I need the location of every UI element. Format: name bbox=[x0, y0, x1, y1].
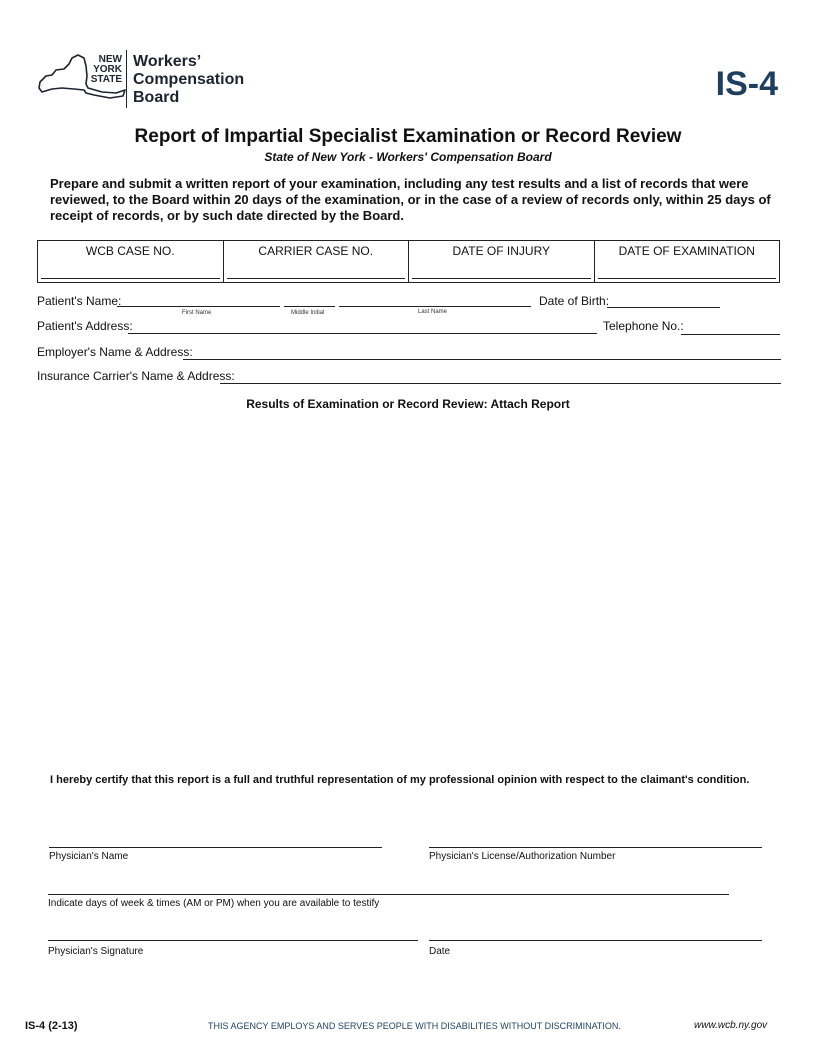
telephone-label: Telephone No.: bbox=[603, 319, 684, 333]
page-subtitle: State of New York - Workers' Compensation Board bbox=[264, 150, 552, 164]
license-number-input[interactable] bbox=[429, 847, 762, 848]
footer-notice: THIS AGENCY EMPLOYS AND SERVES PEOPLE WITH DISABILITIES WITHOUT DISCRIMINATION. bbox=[208, 1021, 621, 1031]
date-of-exam-input[interactable] bbox=[598, 278, 777, 279]
patient-name-label: Patient's Name: bbox=[37, 294, 122, 308]
date-input[interactable] bbox=[429, 940, 762, 941]
employer-input[interactable] bbox=[183, 359, 781, 360]
telephone-input[interactable] bbox=[681, 334, 780, 335]
last-name-input[interactable] bbox=[339, 306, 531, 307]
carrier-label: Insurance Carrier's Name & Address: bbox=[37, 369, 235, 383]
middle-initial-input[interactable] bbox=[284, 306, 335, 307]
logo-agency-line: Compensation bbox=[133, 71, 245, 88]
instructions-text: Prepare and submit a written report of your examination, including any test results and a list of records that were reviewed, to the Board within 20 days of the examination, or in the case of a review of records only, within 25 days of receipt of records, or by such date directed by the Board. bbox=[50, 176, 771, 223]
first-name-input[interactable] bbox=[117, 306, 280, 307]
certification-text: I hereby certify that this report is a full and truthful representation of my professional opinion with respect to the claimant's condition. bbox=[50, 774, 750, 786]
logo-state-text bbox=[86, 55, 122, 85]
report-area[interactable] bbox=[37, 420, 780, 760]
form-revision: IS-4 (2-13) bbox=[25, 1020, 78, 1032]
date-of-birth-label: Date of Birth: bbox=[539, 294, 610, 308]
last-name-caption: Last Name bbox=[418, 309, 448, 315]
logo-agency-line: Workers’ bbox=[133, 53, 202, 70]
page-title: Report of Impartial Specialist Examination or Record Review bbox=[134, 126, 682, 147]
wcb-case-input[interactable] bbox=[41, 278, 220, 279]
logo-state-line: NEW bbox=[98, 54, 122, 65]
case-header: CARRIER CASE NO. bbox=[258, 244, 374, 258]
physician-name-input[interactable] bbox=[49, 847, 382, 848]
availability-label: Indicate days of week & times (AM or PM) when you are available to testify bbox=[48, 898, 380, 909]
employer-label: Employer's Name & Address: bbox=[37, 345, 193, 359]
availability-input[interactable] bbox=[48, 894, 729, 895]
date-label: Date bbox=[429, 946, 451, 957]
case-cell-injury bbox=[409, 241, 595, 282]
physician-name-label: Physician's Name bbox=[49, 851, 129, 862]
form-id: IS-4 bbox=[715, 65, 778, 103]
logo-agency-name bbox=[133, 53, 244, 107]
carrier-input[interactable] bbox=[220, 383, 781, 384]
footer-url[interactable]: www.wcb.ny.gov bbox=[694, 1020, 768, 1031]
date-of-birth-input[interactable] bbox=[607, 307, 720, 308]
license-number-label: Physician's License/Authorization Number bbox=[429, 851, 616, 862]
case-header: WCB CASE NO. bbox=[85, 244, 175, 258]
patient-address-input[interactable] bbox=[128, 333, 597, 334]
logo-divider bbox=[126, 50, 127, 108]
signature-input[interactable] bbox=[48, 940, 418, 941]
case-cell-wcb bbox=[38, 241, 224, 282]
case-cell-exam bbox=[595, 241, 780, 282]
first-name-caption: First Name bbox=[182, 310, 212, 316]
case-header: DATE OF INJURY bbox=[452, 244, 551, 258]
results-heading: Results of Examination or Record Review: Attach Report bbox=[246, 397, 570, 411]
carrier-case-input[interactable] bbox=[227, 278, 406, 279]
case-info-table bbox=[37, 240, 780, 283]
patient-address-label: Patient's Address: bbox=[37, 319, 133, 333]
case-cell-carrier bbox=[224, 241, 410, 282]
logo-state-line: STATE bbox=[90, 74, 122, 85]
case-header: DATE OF EXAMINATION bbox=[618, 244, 755, 258]
signature-label: Physician's Signature bbox=[48, 946, 144, 957]
date-of-injury-input[interactable] bbox=[412, 278, 591, 279]
logo-state-line: YORK bbox=[93, 64, 122, 75]
middle-initial-caption: Middle Initial bbox=[291, 310, 325, 316]
logo-agency-line: Board bbox=[133, 89, 180, 106]
